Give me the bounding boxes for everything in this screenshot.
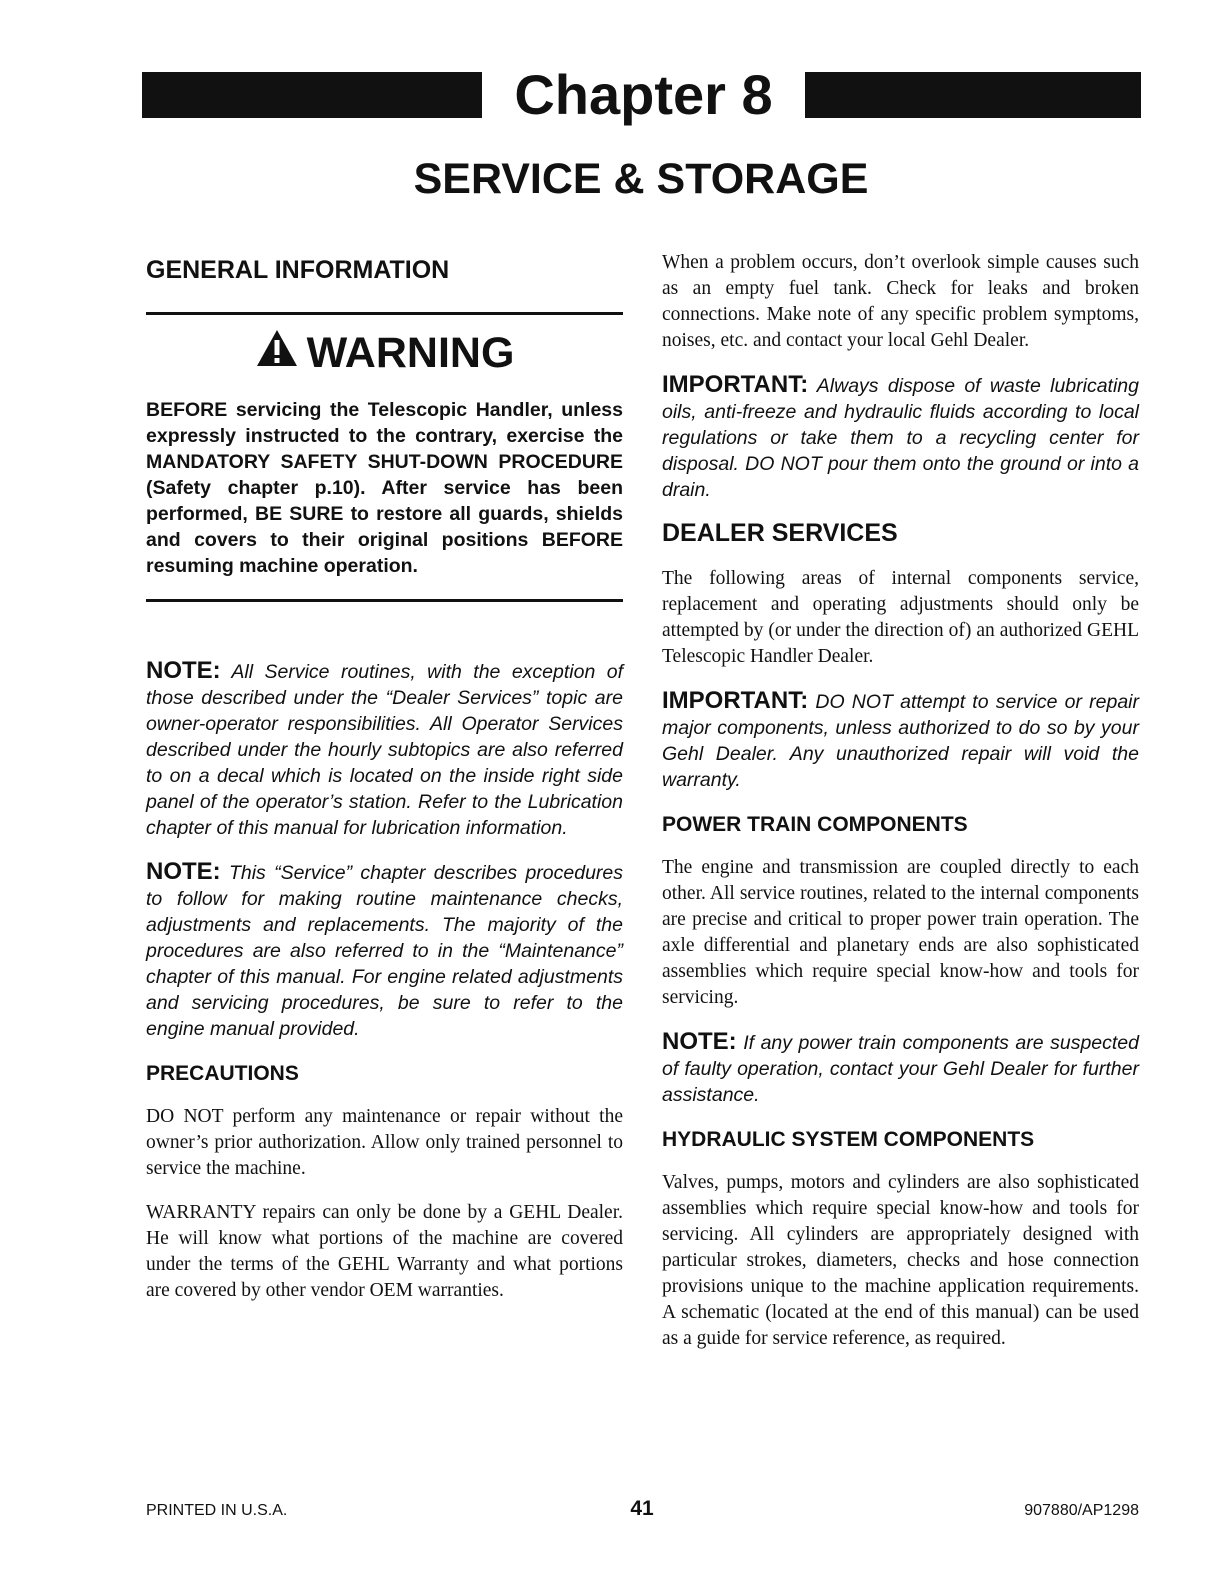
footer-doc-code: 907880/AP1298	[1024, 1502, 1139, 1519]
section-title: SERVICE & STORAGE	[413, 155, 869, 203]
note-service-chapter	[146, 859, 623, 1042]
note-lead: NOTE:	[146, 858, 221, 885]
dealer-services-paragraph: The following areas of internal components service, replacement and operating adjustments should only be attempted by (or under the direction of) an authorized GEHL Telescopic Handler Dealer.	[662, 568, 1139, 667]
power-train-heading: POWER TRAIN COMPONENTS	[662, 813, 968, 836]
note-lead: NOTE:	[662, 1028, 737, 1055]
precautions-paragraph-2: WARRANTY repairs can only be done by a GEHL Dealer. He will know what portions of the machine are covered under the terms of the GEHL Warranty and what portions are covered by other vendor OEM warranties.	[146, 1202, 623, 1301]
intro-paragraph: When a problem occurs, don’t overlook simple causes such as an empty fuel tank. Check for leaks and broken connections. Make note of any specific problem symptoms, noises, etc. and contact your local Gehl Dealer.	[662, 252, 1139, 351]
note-power-train	[662, 1029, 1139, 1108]
warning-title: WARNING	[306, 328, 515, 377]
left-column	[146, 250, 623, 1304]
page-number: 41	[630, 1497, 654, 1520]
note-owner-operator	[146, 658, 623, 841]
note-lead: NOTE:	[146, 657, 221, 684]
chapter-bar-left	[142, 72, 482, 118]
dealer-services-heading: DEALER SERVICES	[662, 519, 898, 547]
footer-printed: PRINTED IN U.S.A.	[146, 1502, 288, 1519]
warning-triangle-icon	[255, 328, 299, 379]
warning-text: BEFORE servicing the Telescopic Handler, unless expressly instructed to the contrary, exercise the MANDATORY SAFETY SHUT-DOWN PROCEDURE (Safety chapter p.10). After service has been performed, BE SURE to restore all guards, shields and covers to their original positions BEFORE resuming machine operation.	[146, 399, 623, 577]
important-lead: IMPORTANT:	[662, 687, 809, 714]
precautions-heading: PRECAUTIONS	[146, 1062, 299, 1085]
power-train-paragraph: The engine and transmission are coupled directly to each other. All service routines, related to the internal components are precise and critical to proper power train operation. The axle differential and planetary ends are also sophisticated assemblies which require special know-how and tools for servicing.	[662, 857, 1139, 1008]
hydraulic-heading: HYDRAULIC SYSTEM COMPONENTS	[662, 1128, 1035, 1151]
hydraulic-paragraph: Valves, pumps, motors and cylinders are also sophisticated assemblies which require special know-how and tools for servicing. All cylinders are appropriately designed with particular strokes, diameters, checks and hose connection provisions unique to the machine application requirements. A schematic (located at the end of this manual) can be used as a guide for service reference, as required.	[662, 1172, 1139, 1349]
important-disposal	[662, 372, 1139, 503]
general-information-heading: GENERAL INFORMATION	[146, 256, 450, 284]
chapter-title: Chapter 8	[514, 63, 773, 126]
right-column	[662, 250, 1139, 1352]
warning-box	[146, 312, 623, 602]
note-text: All Service routines, with the exception of those described under the “Dealer Services” topic are owner-operator responsibilities. All Operator Services described under the hourly subtopics are also referred to on a decal which is located on the inside right side panel of the operator’s station. Refer to the Lubrication chapter of this manual for lubrication information.	[146, 661, 623, 839]
important-warranty	[662, 688, 1139, 793]
note-text: This “Service” chapter describes procedures to follow for making routine maintenance checks, adjustments and replacements. The majority of the procedures are also referred to in the “Maintenance” chapter of this manual. For engine related adjustments and servicing procedures, be sure to refer to the engine manual provided.	[146, 862, 624, 1040]
important-text: DO NOT attempt to service or repair major components, unless authorized to do so by your Gehl Dealer. Any unauthorized repair will void the warranty.	[662, 691, 1140, 791]
warning-header	[146, 323, 623, 383]
important-text: Always dispose of waste lubricating oils, anti-freeze and hydraulic fluids according to local regulations or take them to a recycling center for disposal. DO NOT pour them onto the ground or into a drain.	[662, 375, 1139, 501]
precautions-paragraph-1: DO NOT perform any maintenance or repair without the owner’s prior authorization. Allow only trained personnel to service the machine.	[146, 1106, 623, 1179]
chapter-bar-right	[805, 72, 1141, 118]
note-text: If any power train components are suspected of faulty operation, contact your Gehl Dealer for further assistance.	[662, 1032, 1139, 1106]
important-lead: IMPORTANT:	[662, 371, 809, 398]
